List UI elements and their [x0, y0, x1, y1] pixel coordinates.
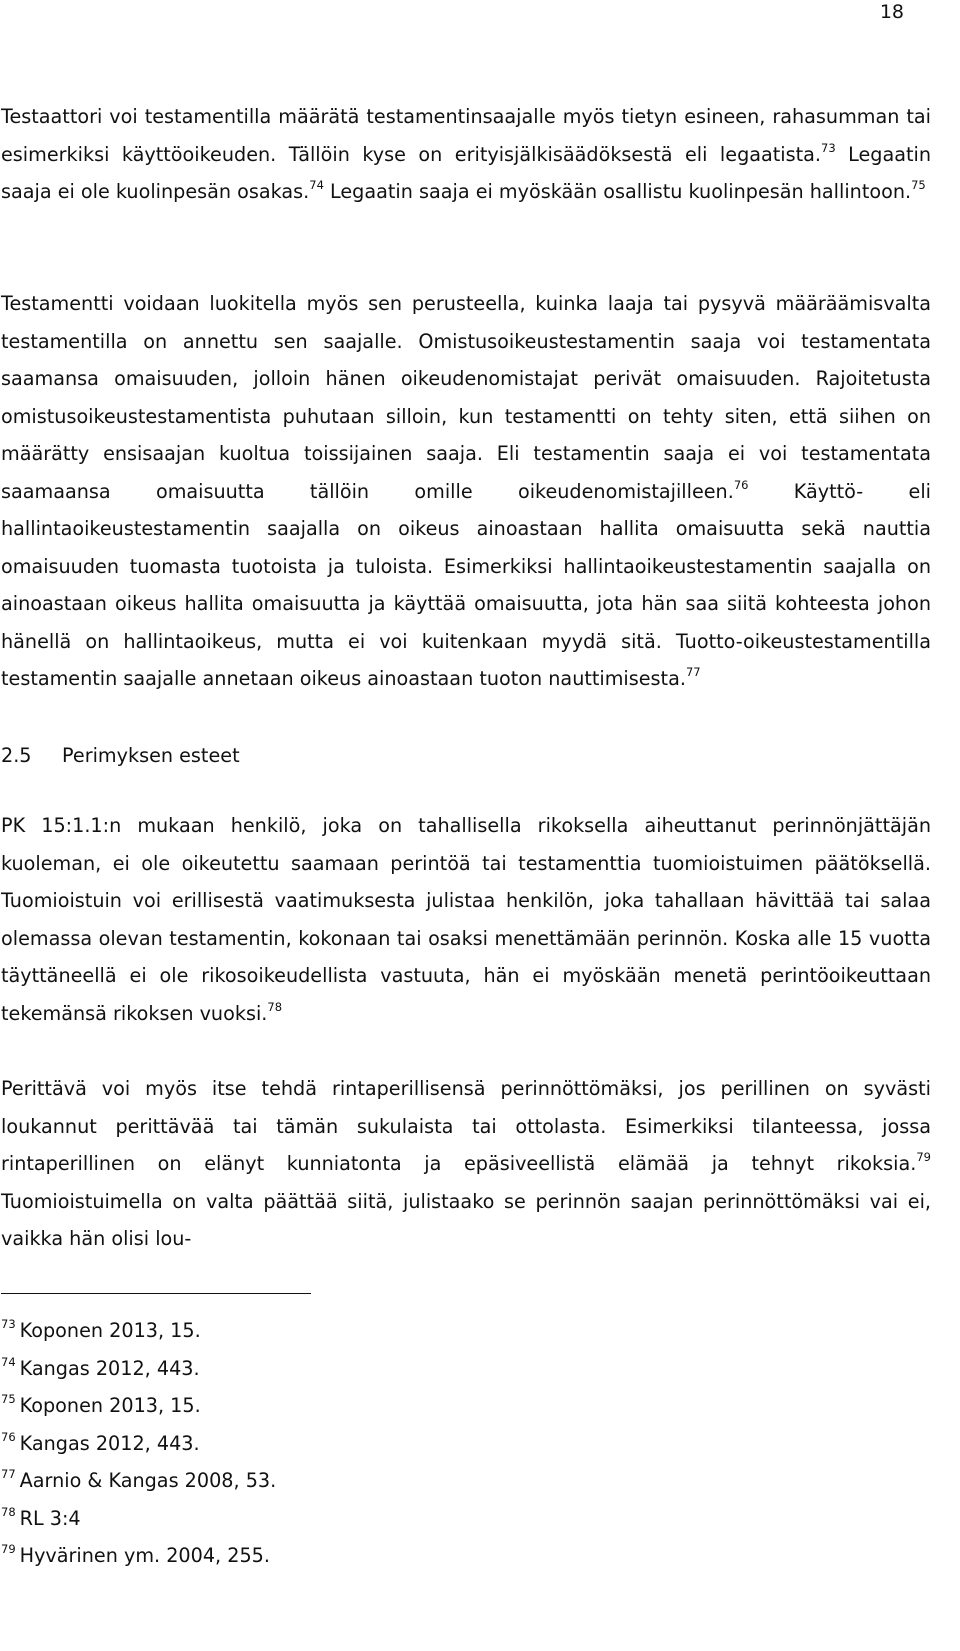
footnote-number: 74 [1, 1354, 16, 1369]
footnote-ref-79[interactable]: 79 [916, 1150, 931, 1164]
footnote-number: 75 [1, 1392, 16, 1406]
paragraph-text: Testamentti voidaan luokitella myös sen perusteella, kuinka laaja tai pysyvä määräämisvalta testamentilla on annettu sen saajalle. Omistusoikeustestamentin saaja voi testamentata saamansa omaisuuden, jolloin hänen oikeudenomistajat perivät omaisuuden. Rajoitetusta omistusoikeustestamentista puhutaan silloin, kun testamentti on tehty siten, että siihen on määrätty ensisaajan kuoltua toissijainen saaja. Eli testamentin saaja ei voi testamentata saamaansa omaisuutta tällöin omille oikeudenomistajilleen. [1, 292, 931, 503]
footnote-ref-76[interactable]: 76 [733, 477, 749, 492]
footnote-ref-73[interactable]: 73 [821, 140, 836, 155]
footnote [1, 1350, 276, 1388]
footnote [1, 1387, 276, 1425]
footnote-number: 79 [1, 1542, 16, 1556]
paragraph-testamenttityypit [1, 285, 931, 698]
paragraph-arvottomuus [1, 807, 931, 1032]
footnote [1, 1500, 276, 1538]
paragraph-text: Legaatin saaja ei ole kuolinpesän osakas. [1, 142, 931, 203]
footnote [1, 1425, 276, 1463]
paragraph-text: PK 15:1.1:n mukaan henkilö, joka on tahallisella rikoksella aiheuttanut perinnönjättäjän kuoleman, ei ole oikeutettu saamaan perintöä tai testamenttia tuomioistuimen päätöksellä. Tuomioistuin voi erillisestä vaatimuksesta julistaa henkilön, joka tahallaan hävittää tai salaa olemassa olevan testamentin, kokonaan tai osaksi menettämään perinnön. Koska alle 15 vuotta täyttäneellä ei ole rikosoikeudellista vastuuta, hän ei myöskään menetä perintöoikeuttaan tekemänsä rikoksen vuoksi. [1, 814, 931, 1025]
paragraph-text: Perittävä voi myös itse tehdä rintaperillisensä perinnöttömäksi, jos perillinen on syvästi loukannut perittävää tai tämän sukulaista tai ottolasta. Esimerkiksi tilanteessa, jossa rintaperillinen on elänyt kunniatonta ja epäsiveellistä elämää ja tehnyt rikoksia. [1, 1077, 931, 1175]
footnote-ref-75[interactable]: 75 [911, 178, 926, 192]
footnote-number: 77 [1, 1467, 16, 1481]
section-heading [1, 737, 240, 775]
footnote [1, 1312, 276, 1350]
footnote-text: Aarnio & Kangas 2008, 53. [19, 1469, 277, 1492]
paragraph-text: Käyttö- eli hallintaoikeustestamentin saajalla on oikeus ainoastaan hallita omaisuutta sekä nauttia omaisuuden tuomasta tuotoista ja tuloista. Esimerkiksi hallintaoikeustestamentin saajalla on ainoastaan oikeus hallita omaisuutta ja käyttää omaisuutta, jota hän saa siitä kohteesta johon hänellä on hallintaoikeus, mutta ei voi kuitenkaan myydä sitä. Tuotto-oikeustestamentilla testamentin saajalle annetaan oikeus ainoastaan tuoton nauttimisesta. [1, 479, 931, 690]
footnote-text: Kangas 2012, 443. [19, 1431, 200, 1455]
page-number: 18 [879, 1, 904, 23]
footnotes-list [1, 1312, 276, 1575]
paragraph-legaatti [1, 98, 931, 211]
footnote-ref-74[interactable]: 74 [309, 178, 324, 192]
paragraph-text: Tuomioistuimella on valta päättää siitä, julistaako se perinnön saajan perinnöttömäksi vai ei, vaikka hän olisi lou- [1, 1189, 931, 1250]
footnote-number: 78 [1, 1504, 16, 1519]
paragraph-text: Legaatin saaja ei myöskään osallistu kuolinpesän hallintoon. [323, 180, 912, 203]
footnote-number: 76 [1, 1429, 16, 1444]
footnote-text: RL 3:4 [19, 1506, 81, 1530]
footnote-ref-78[interactable]: 78 [267, 999, 283, 1014]
footnote [1, 1537, 276, 1575]
section-number: 2.5 [1, 744, 32, 767]
paragraph-perinnottomyys [1, 1070, 931, 1258]
footnote-number: 73 [1, 1317, 16, 1331]
footnote-text: Kangas 2012, 443. [19, 1356, 200, 1380]
footnote-text: Hyvärinen ym. 2004, 255. [19, 1544, 270, 1567]
paragraph-text: Testaattori voi testamentilla määrätä testamentinsaajalle myös tietyn esineen, rahasumman tai esimerkiksi käyttöoikeuden. Tällöin kyse on erityisjälkisäädöksestä eli legaatista. [1, 105, 931, 166]
footnote-ref-77[interactable]: 77 [685, 665, 701, 679]
section-title: Perimyksen esteet [62, 744, 240, 767]
footnote [1, 1462, 276, 1500]
footnote-text: Koponen 2013, 15. [19, 1394, 201, 1417]
footnote-text: Koponen 2013, 15. [19, 1319, 201, 1342]
footnote-separator [1, 1293, 311, 1294]
